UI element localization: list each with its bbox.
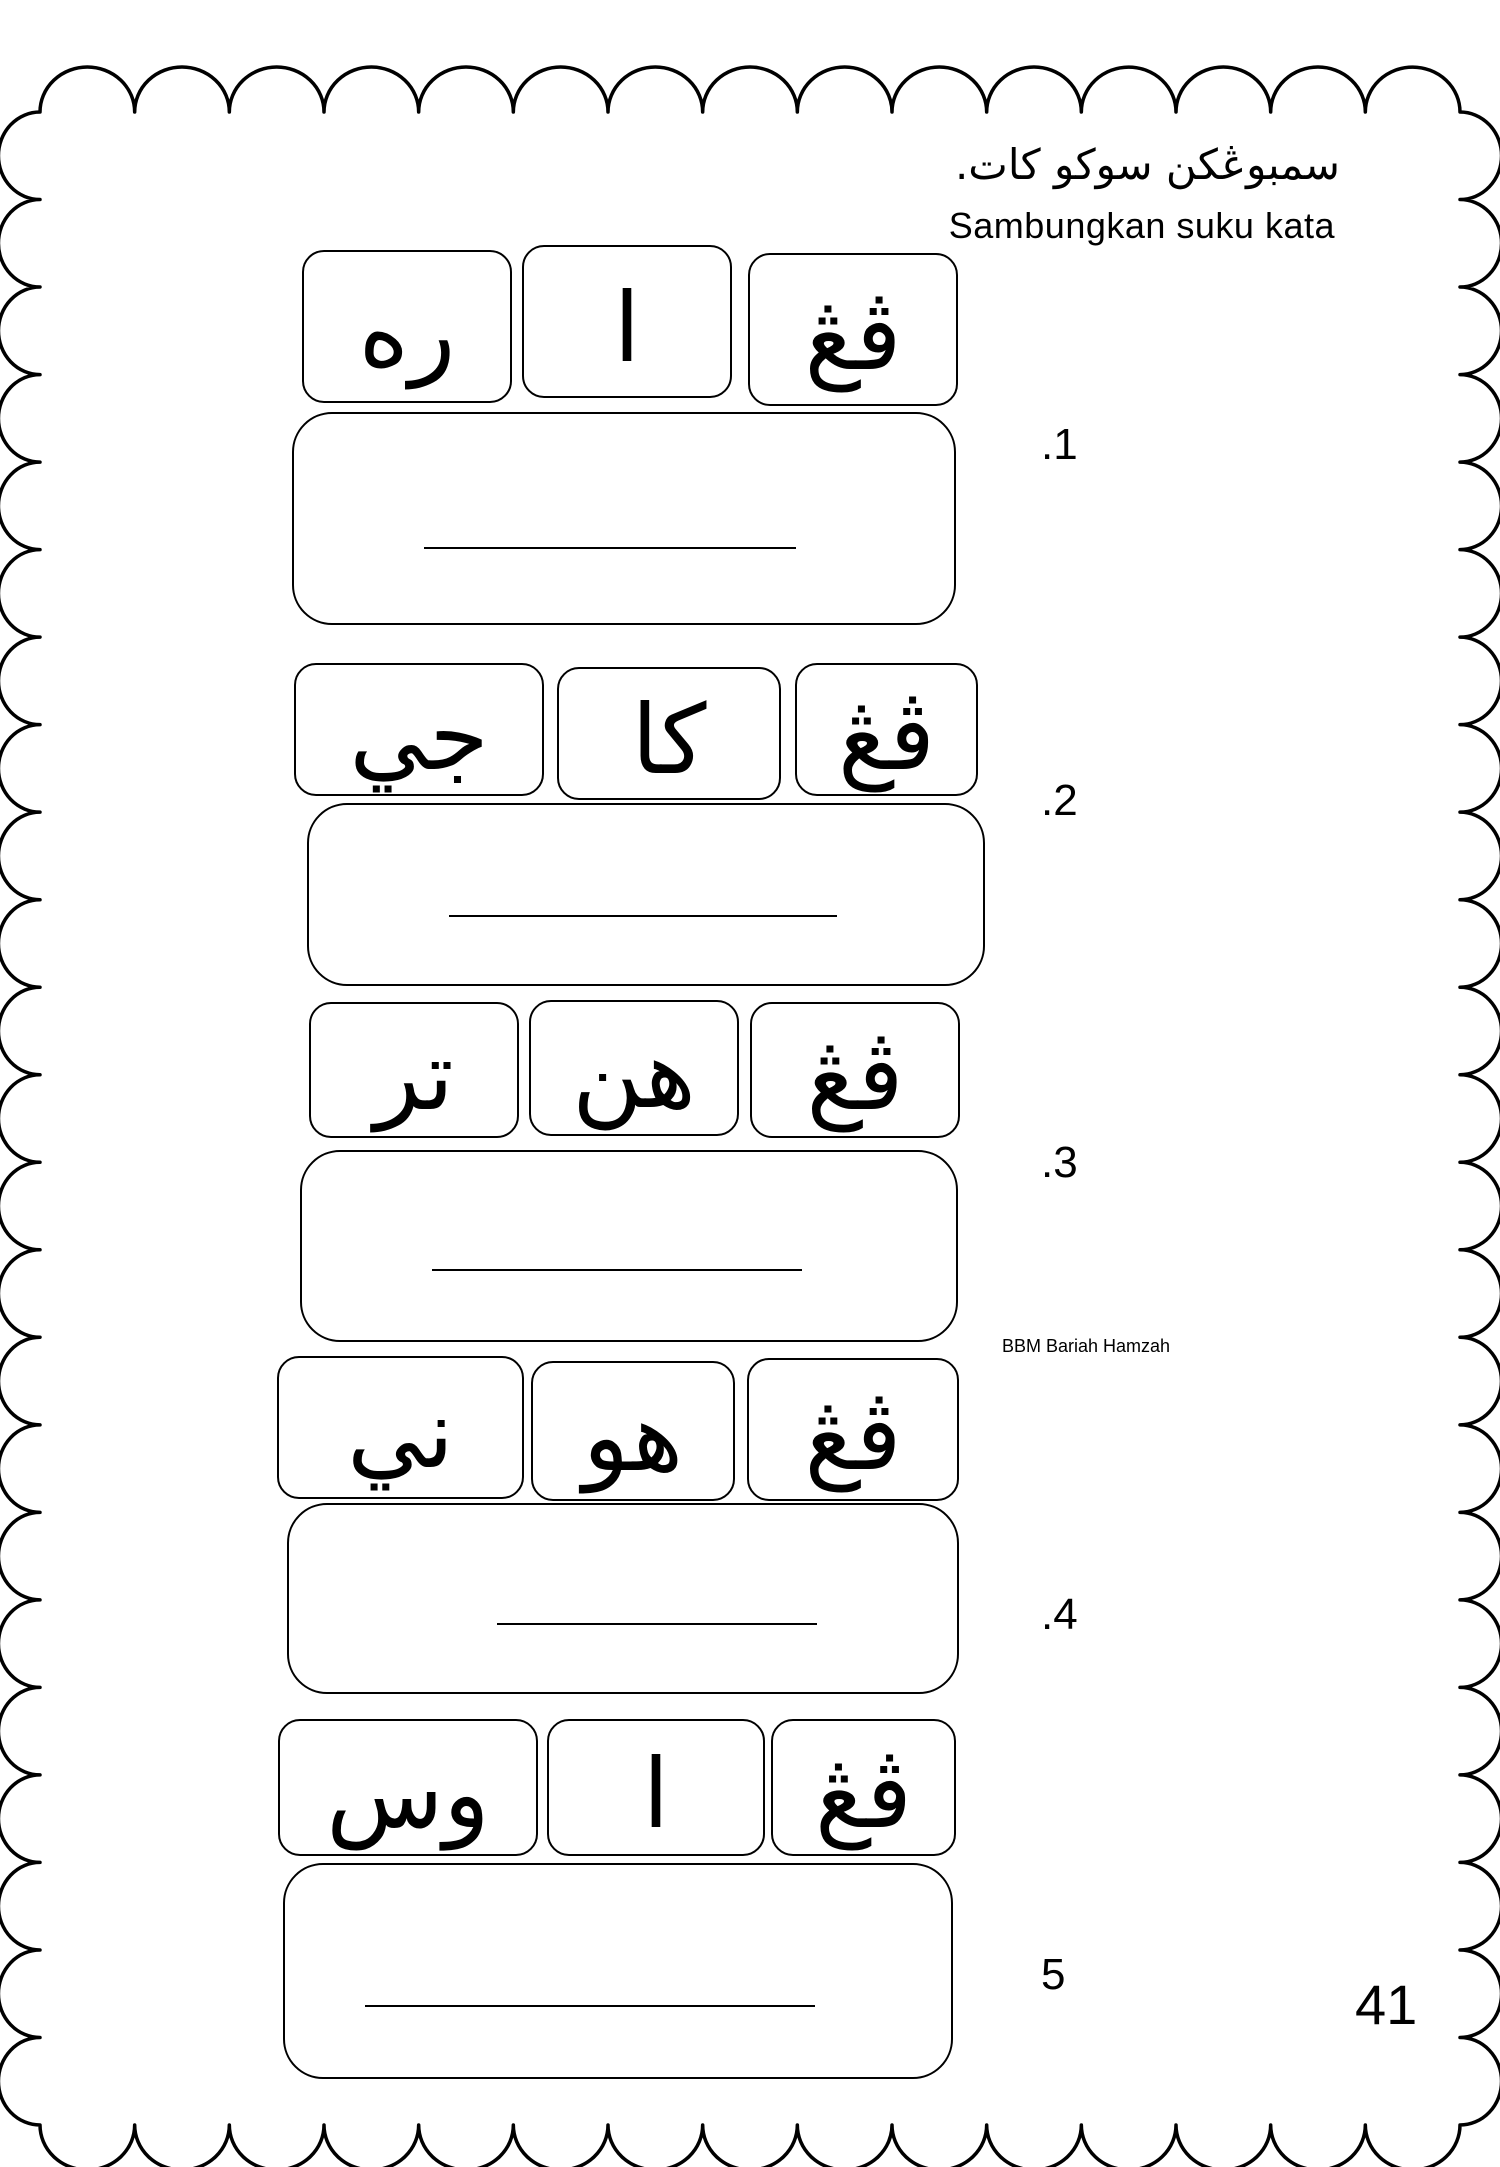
question-number-2: .2 [1041, 776, 1078, 825]
answer-box-1[interactable] [292, 412, 956, 625]
syllable-box-4-2: هو [531, 1361, 735, 1501]
question-number-4: .4 [1041, 1590, 1078, 1639]
syllable-box-5-2: ا [547, 1719, 765, 1856]
syllable-box-1-3: ره [302, 250, 512, 403]
syllable-box-2-2: كا [557, 667, 781, 800]
answer-line-1 [424, 547, 796, 549]
answer-box-4[interactable] [287, 1503, 959, 1694]
answer-box-2[interactable] [307, 803, 985, 986]
question-number-1: .1 [1041, 420, 1078, 469]
answer-line-3 [432, 1269, 802, 1271]
syllable-box-2-3: جي [294, 663, 544, 796]
question-number-5: 5 [1041, 1950, 1066, 1999]
syllable-box-3-3: تر [309, 1002, 519, 1138]
syllable-box-4-1: ڤڠ [747, 1358, 959, 1501]
answer-line-5 [365, 2005, 815, 2007]
syllable-box-3-1: ڤڠ [750, 1002, 960, 1138]
question-number-3: .3 [1041, 1138, 1078, 1187]
syllable-box-5-1: ڤڠ [771, 1719, 956, 1856]
instruction-title-jawi: سمبوڠكن سوكو كات. [954, 140, 1340, 189]
syllable-box-3-2: هن [529, 1000, 739, 1136]
syllable-box-5-3: وس [278, 1719, 538, 1856]
page-number: 41 [1355, 1973, 1418, 2036]
instruction-title-rumi: Sambungkan suku kata [948, 205, 1335, 246]
syllable-box-4-3: ني [277, 1356, 524, 1499]
syllable-box-1-1: ڤڠ [748, 253, 958, 406]
credit-text: BBM Bariah Hamzah [1002, 1336, 1171, 1356]
answer-box-5[interactable] [283, 1863, 953, 2079]
syllable-box-2-1: ڤڠ [795, 663, 978, 796]
syllable-box-1-2: ا [522, 245, 732, 398]
answer-box-3[interactable] [300, 1150, 958, 1342]
answer-line-2 [449, 915, 837, 917]
answer-line-4 [497, 1623, 817, 1625]
